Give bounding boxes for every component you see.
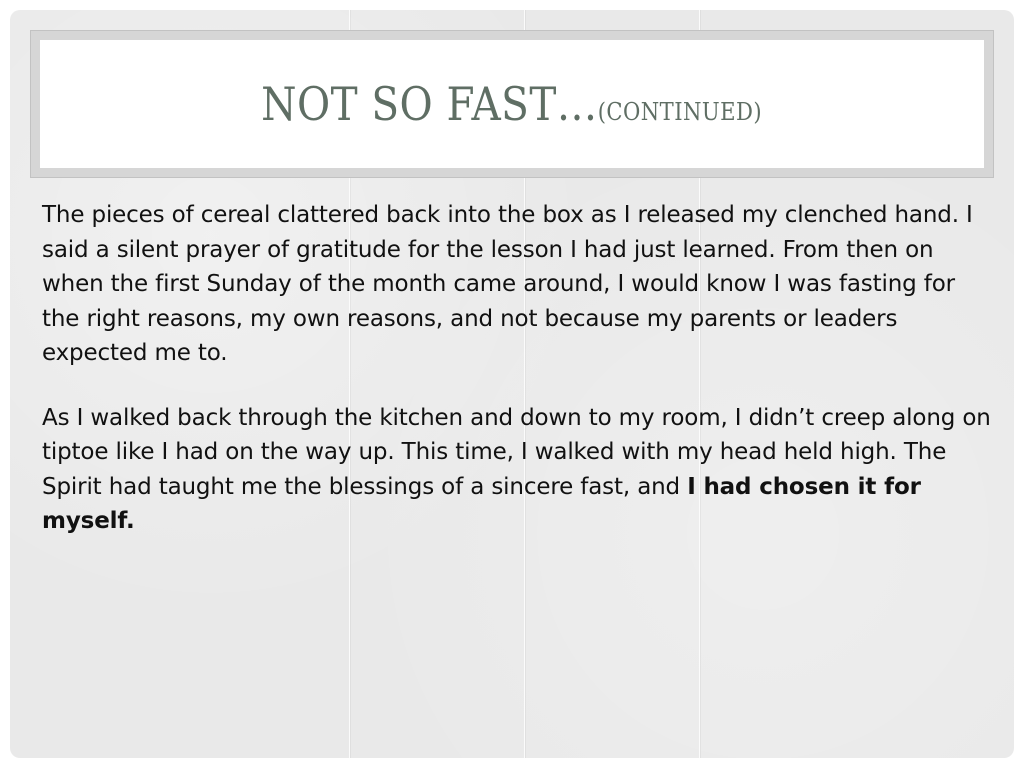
slide-title bbox=[261, 77, 763, 131]
body-paragraph bbox=[42, 198, 992, 371]
title-frame bbox=[30, 30, 994, 178]
paragraph-text: The pieces of cereal clattered back into the box as I released my clenched hand. I said a silent prayer of gratitude for the lesson I had just learned. From then on when the first Sunday of the month came around, I would know I was fasting for the right reasons, my own reasons, and not because my parents or leaders expected me to. bbox=[42, 202, 973, 366]
body-paragraph bbox=[42, 401, 992, 539]
emphasis-text: I had chosen it for myself. bbox=[42, 473, 921, 534]
title-suffix: (CONTINUED) bbox=[598, 98, 763, 126]
title-box bbox=[40, 40, 984, 168]
paragraph-text: As I walked back through the kitchen and down to my room, I didn’t creep along on tiptoe like I had on the way up. This time, I walked with my head held high. The Spirit had taught me the blessings of a sincere fast, and bbox=[42, 404, 991, 500]
slide bbox=[10, 10, 1014, 758]
slide-body bbox=[42, 198, 992, 569]
title-main: NOT SO FAST… bbox=[261, 77, 599, 131]
